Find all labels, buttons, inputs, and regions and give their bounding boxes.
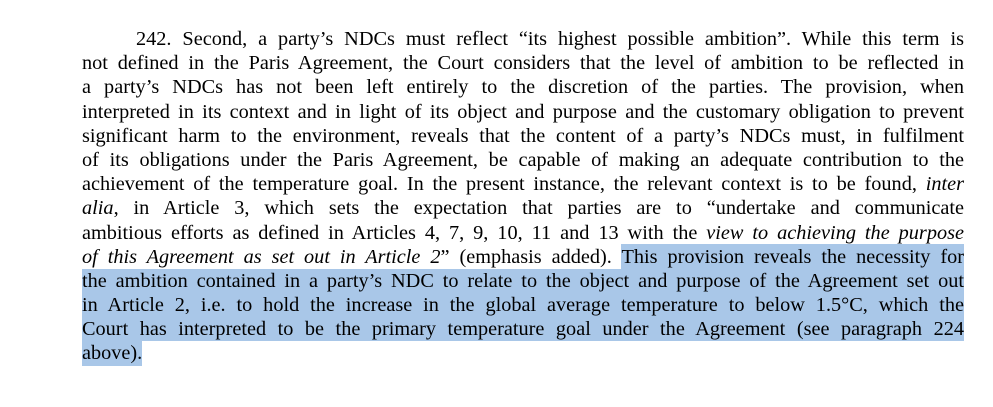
italic-text: of this Agreement as set out in Article 2 bbox=[82, 245, 441, 268]
text-line bbox=[82, 27, 964, 51]
text-line bbox=[82, 196, 964, 220]
body-text: achievement of the temperature goal. In the present instance, the relevant context is to be found, bbox=[82, 173, 926, 196]
paragraph-242 bbox=[82, 27, 964, 366]
text-line bbox=[82, 245, 964, 269]
body-text: ” (emphasis added). bbox=[440, 245, 622, 268]
selected-text[interactable]: the ambition contained in a party’s NDC to relate to the object and purpose of the Agreement set out bbox=[82, 269, 964, 292]
text-line bbox=[82, 51, 964, 75]
selected-text[interactable]: This provision reveals the necessity for bbox=[621, 245, 964, 268]
italic-text: inter bbox=[925, 173, 964, 196]
text-line bbox=[82, 293, 964, 317]
body-text: not defined in the Paris Agreement, the Court considers that the level of ambition to be reflected in bbox=[82, 52, 964, 75]
body-text: of its obligations under the Paris Agreement, be capable of making an adequate contribution to the bbox=[82, 148, 964, 171]
text-line bbox=[82, 75, 964, 99]
selected-text[interactable]: above). bbox=[82, 342, 143, 365]
selected-text[interactable]: Court has interpreted to be the primary temperature goal under the Agreement (see paragraph 224 bbox=[82, 318, 964, 341]
italic-text: view to achieving the purpose bbox=[706, 221, 965, 244]
document-page bbox=[82, 27, 964, 366]
body-text: interpreted in its context and in light of its object and purpose and the customary obligation to prevent bbox=[82, 100, 964, 123]
italic-text: alia bbox=[82, 197, 114, 220]
text-line bbox=[82, 269, 964, 293]
text-line bbox=[82, 221, 964, 245]
body-text: 242. Second, a party’s NDCs must reflect “its highest possible ambition”. While this term is bbox=[136, 28, 964, 50]
text-line bbox=[82, 100, 964, 124]
text-line bbox=[82, 124, 964, 148]
text-line bbox=[82, 148, 964, 172]
body-text: significant harm to the environment, reveals that the content of a party’s NDCs must, in fulfilment bbox=[82, 124, 964, 147]
body-text: ambitious efforts as defined in Articles 4, 7, 9, 10, 11 and 13 with the bbox=[82, 221, 707, 244]
body-text: , in Article 3, which sets the expectation that parties are to “undertake and communicate bbox=[113, 197, 964, 220]
body-text: a party’s NDCs has not been left entirely to the discretion of the parties. The provision, when bbox=[82, 76, 964, 99]
text-line bbox=[82, 341, 964, 365]
text-line bbox=[82, 317, 964, 341]
selected-text[interactable]: in Article 2, i.e. to hold the increase in the global average temperature to below 1.5°C, which the bbox=[82, 294, 964, 317]
text-line bbox=[82, 172, 964, 196]
